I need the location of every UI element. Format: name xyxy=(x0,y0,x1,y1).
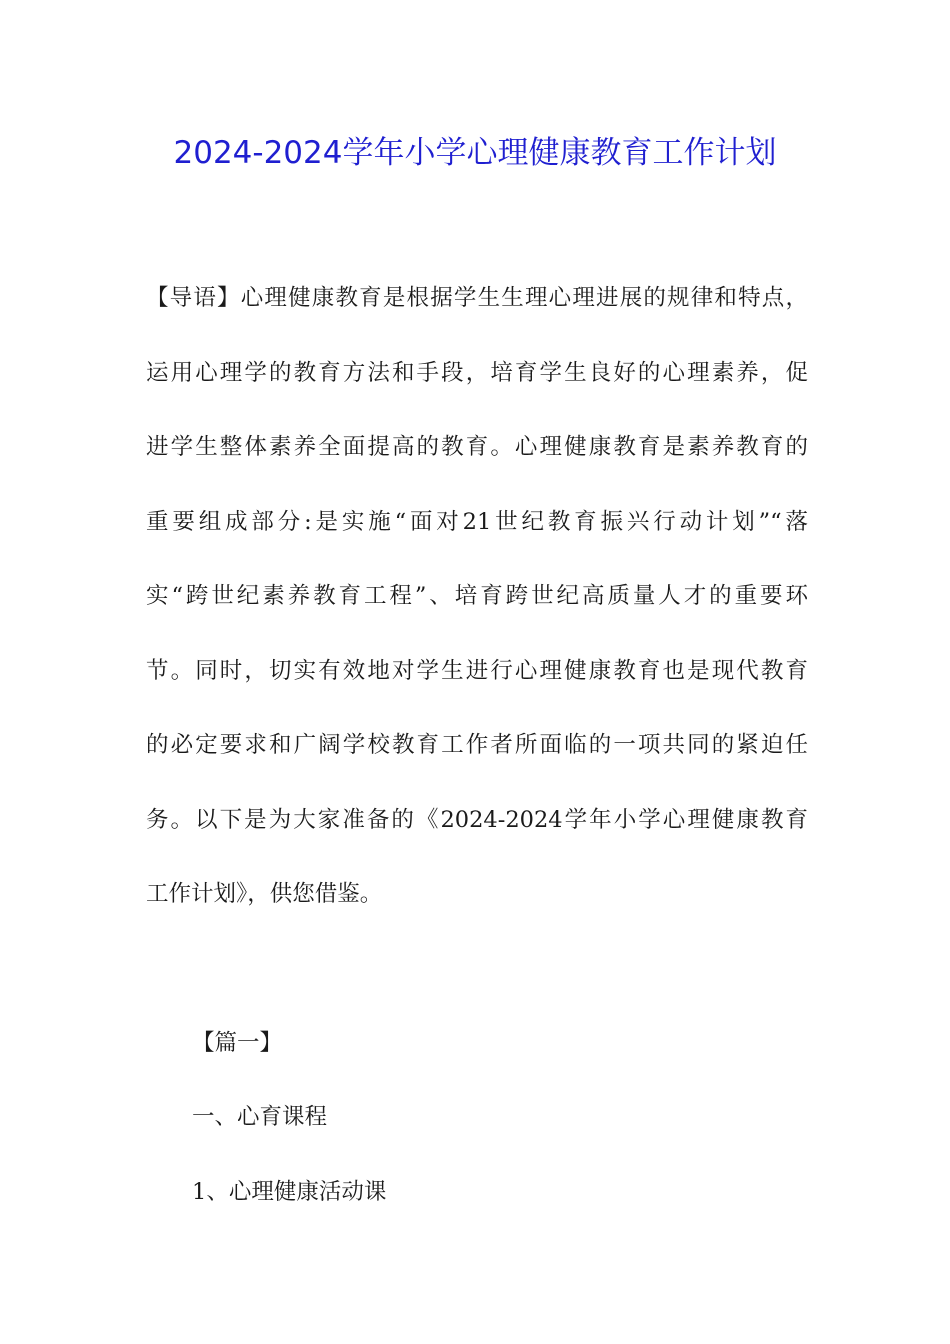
intro-line: 的必定要求和广阔学校教育工作者所面临的一项共同的紧迫任 xyxy=(146,732,808,758)
intro-line: 运用心理学的教育方法和手段，培育学生良好的心理素养，促 xyxy=(146,359,808,386)
document-title: 2024-2024学年小学心理健康教育工作计划 xyxy=(173,135,777,171)
intro-line: 务。以下是为大家准备的《2024-2024学年小学心理健康教育 xyxy=(146,806,808,833)
intro-line: 节。同时，切实有效地对学生进行心理健康教育也是现代教育 xyxy=(146,657,808,684)
intro-line: 重要组成部分:是实施“面对21世纪教育振兴行动计划”“落 xyxy=(146,508,808,535)
intro-paragraph xyxy=(146,273,808,944)
intro-line: 进学生整体素养全面提高的教育。心理健康教育是素养教育的 xyxy=(146,434,808,460)
subheading: 一、心育课程 xyxy=(192,1104,328,1130)
intro-line: 实“跨世纪素养教育工程”、培育跨世纪高质量人才的重要环 xyxy=(146,583,808,609)
intro-line: 【导语】心理健康教育是根据学生生理心理进展的规律和特点， xyxy=(146,285,808,311)
item-heading: 1、心理健康活动课 xyxy=(192,1179,387,1205)
section-heading: 【篇一】 xyxy=(192,1030,283,1056)
intro-line: 工作计划》，供您借鉴。 xyxy=(146,881,383,907)
